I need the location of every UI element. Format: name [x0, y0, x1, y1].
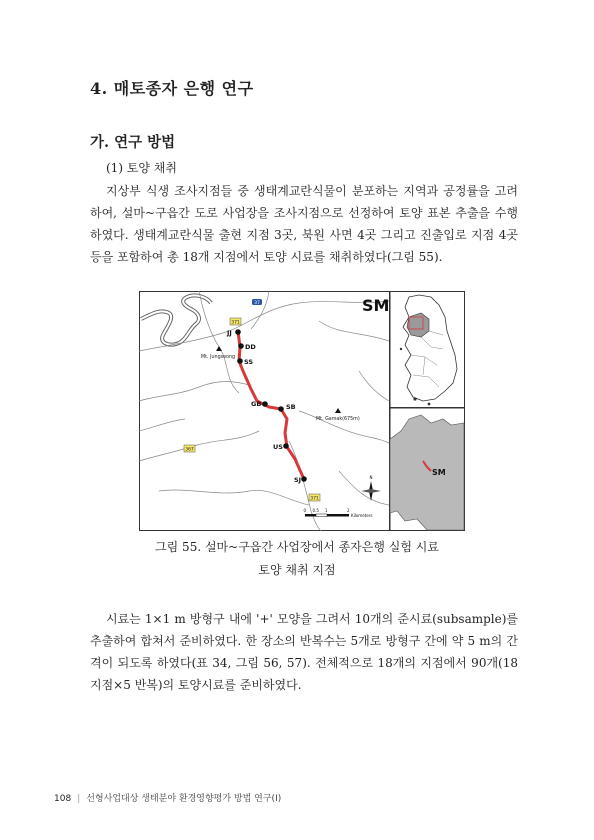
label-gb: GB	[251, 400, 262, 408]
paragraph-1: 지상부 식생 조사지점들 중 생태계교란식물이 분포하는 지역과 공정률을 고려하여, 설마~구읍간 도로 사업장을 조사지점으로 선정하여 토양 표본 추출을 수행하였다. 생태계교란식물 출현 지점 3곳, 북원 사면 4곳 그리고 진출입로 지점 4곳 등을 포함하여 총 18개 지점에서 토양 시료를 채취하였다(그림 55).	[90, 184, 518, 264]
mt-gamak-label: Mt. Gamak(675m)	[316, 417, 360, 422]
footer-text: 선형사업대상 생태분야 환경영향평가 방법 연구(Ⅰ)	[86, 794, 282, 804]
label-sb: SB	[286, 403, 296, 411]
svg-text:371: 371	[310, 496, 319, 502]
svg-text:0.5: 0.5	[312, 508, 319, 513]
road-sign-367	[184, 445, 195, 452]
svg-text:37: 37	[254, 300, 260, 306]
province-shape	[390, 415, 464, 530]
label-sj: SJ	[294, 476, 302, 484]
label-us: US	[273, 443, 283, 451]
svg-text:0: 0	[303, 508, 307, 513]
svg-text:367: 367	[185, 447, 194, 453]
page-footer	[54, 791, 281, 804]
section-title: 4. 매토종자 은행 연구	[90, 79, 254, 98]
paragraph-2: 시료는 1×1 m 방형구 내에 '+' 모양을 그려서 10개의 준시료(subsample)를 추출하여 합쳐서 준비하였다. 한 장소의 반복수는 5개로 방형구 간에 약 5 m의 간격이 되도록 하였다(표 34, 그림 56, 57). 전체적으로 18개의 지점에서 90개(18 지점×5 반복)의 토양시료를 준비하였다.	[90, 612, 518, 692]
point-jj	[235, 329, 241, 335]
label-jj: JJ	[227, 329, 232, 337]
figure-caption-line1: 그림 55. 설마~구읍간 사업장에서 종자은행 실험 시료	[155, 540, 439, 554]
svg-text:1: 1	[325, 508, 328, 513]
point-dd	[238, 343, 244, 349]
label-dd: DD	[245, 343, 256, 351]
figure-caption-line2: 토양 채취 지점	[258, 563, 336, 577]
subsection-title: 가. 연구 방법	[90, 134, 176, 151]
svg-text:N: N	[369, 475, 373, 480]
map-title: SM	[362, 296, 390, 315]
road-sign-top	[252, 299, 262, 306]
sub-heading: (1) 토양 채취	[106, 161, 177, 175]
point-sb	[278, 406, 284, 412]
study-site-map	[139, 291, 465, 531]
label-ss: SS	[244, 358, 254, 366]
point-gb	[262, 401, 268, 407]
svg-text:371: 371	[231, 320, 240, 326]
svg-text:Kilometers: Kilometers	[351, 513, 373, 518]
road-sign-371-lower	[309, 494, 320, 501]
point-us	[283, 443, 289, 449]
svg-text:2: 2	[347, 508, 350, 513]
mt-jungseong-label: Mt. Jungseong	[201, 355, 236, 360]
point-sj	[301, 476, 307, 482]
road-sign-371-upper	[230, 318, 241, 325]
main-map-panel	[140, 292, 390, 531]
inset-label: SM	[432, 468, 446, 477]
footer-separator: |	[77, 794, 81, 804]
point-ss	[237, 358, 243, 364]
page-number: 108	[54, 794, 72, 804]
